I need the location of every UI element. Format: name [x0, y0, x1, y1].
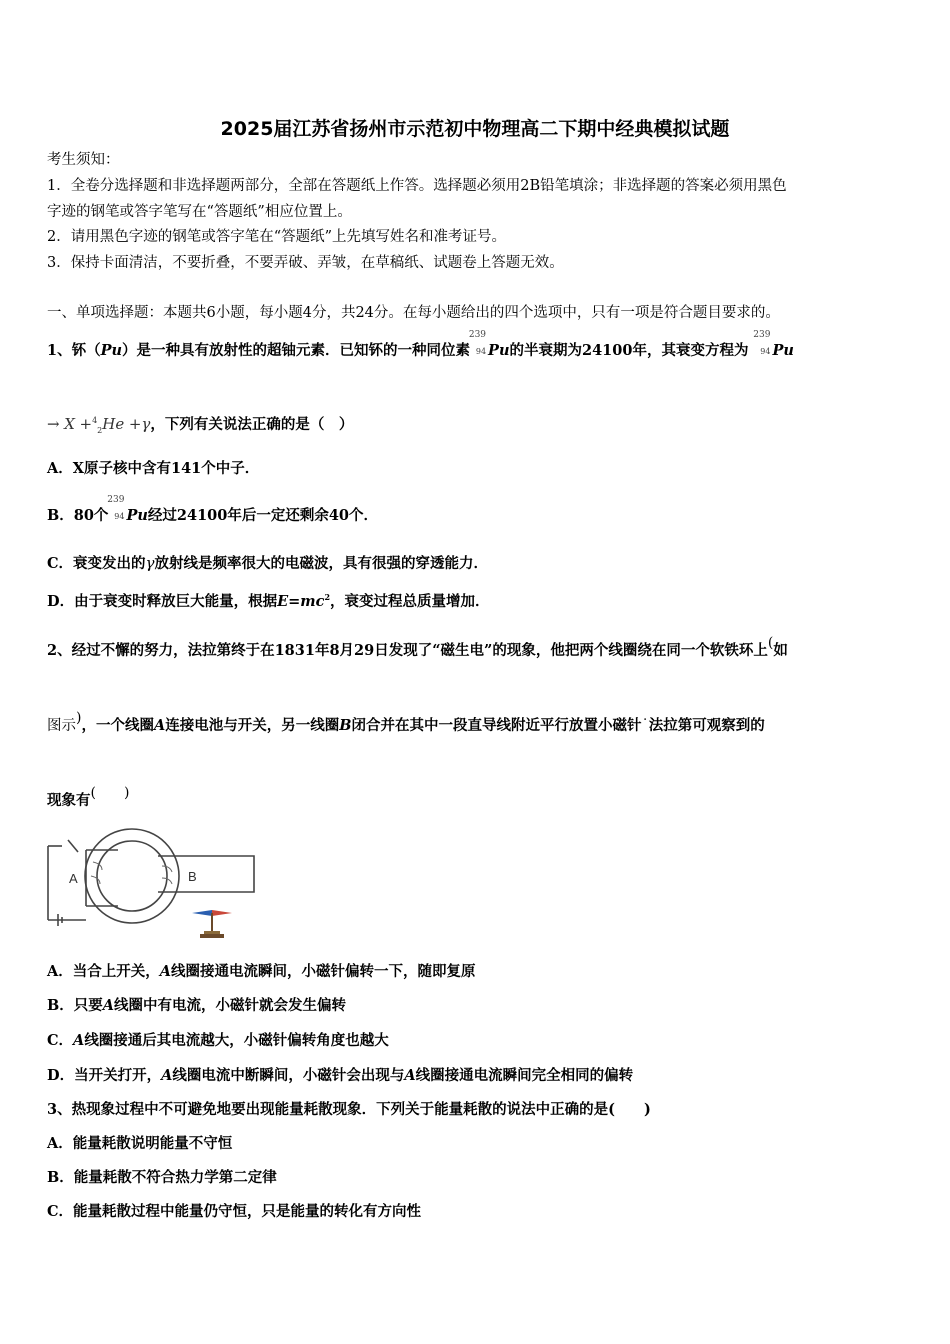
x-nucleus: X — [64, 415, 75, 433]
q1-pu-symbol: Pu — [772, 342, 794, 359]
q1-part: ）是一种具有放射性的超铀元素．已知钚的一种同位素 — [122, 342, 471, 359]
q2-option-text: 线圈接通后其电流越大，小磁针偏转角度也越大 — [84, 1032, 389, 1049]
atomic-number: 94 — [760, 347, 771, 356]
battery-icon — [48, 846, 86, 926]
gamma-symbol: γ — [145, 554, 155, 572]
q2-text: 闭合并在其中一段直导线附近平行放置小磁针 — [351, 717, 642, 734]
q1-part: 的半衰期为24100年，其衰变方程为 — [509, 342, 749, 359]
q1-option-b — [47, 495, 379, 526]
diagram-label-b: B — [188, 869, 197, 884]
q1-option-b-text: B．80个 — [47, 507, 109, 524]
iron-ring-outer — [85, 829, 179, 923]
coil-a-label: A — [73, 1032, 85, 1049]
diagram-label-a: A — [69, 871, 78, 886]
answer-blank: ( ) — [90, 785, 130, 801]
q1-option-a: A．X原子核中含有141个中子． — [47, 460, 260, 477]
q1-pu-symbol: Pu — [488, 342, 510, 359]
notice-heading: 考生须知： — [47, 152, 120, 168]
q2-option-a — [47, 962, 476, 982]
mass-number: 239 — [107, 495, 125, 505]
gamma-symbol: γ — [141, 415, 151, 433]
question-3-stem: 3、热现象过程中不可避免地要出现能量耗散现象．下列关于能量耗散的说法中正确的是( ) — [47, 1101, 651, 1118]
section-heading: 一、单项选择题：本题共6小题，每小题4分，共24分。在每小题给出的四个选项中，只有一项是符合题目要求的。 — [47, 305, 780, 321]
q2-option-text: 线圈接通电流瞬间，小磁针偏转一下，随即复原 — [171, 963, 476, 980]
decay-equation — [47, 411, 353, 441]
q2-option-text: 线圈电流中断瞬间，小磁针会出现与 — [172, 1067, 405, 1084]
q2-text: 法拉第可观察到的 — [648, 717, 765, 734]
q2-text: 如 — [773, 642, 788, 659]
atomic-number: 94 — [475, 347, 487, 356]
coil-a-label: A — [404, 1067, 416, 1084]
q1-option-c-text: 放射线是频率很大的电磁波，具有很强的穿透能力． — [154, 555, 489, 572]
q2-option-text: C． — [47, 1032, 74, 1049]
q2-text: 2、经过不懈的努力，法拉第终于在1831年8月29日发现了“磁生电”的现象，他把两个线圈绕在同一个软铁环上 — [47, 642, 768, 659]
q1-option-c-text: C．衰变发出的 — [47, 555, 146, 572]
coil-a-winding — [91, 876, 100, 884]
notice-item: 2．请用黑色字迹的钢笔或答字笔在“答题纸”上先填写姓名和准考证号。 — [47, 229, 507, 245]
formula-exponent: 2 — [324, 592, 331, 602]
q3-option-b: B．能量耗散不符合热力学第二定律 — [47, 1169, 277, 1186]
q1-part: 1、钚（ — [47, 342, 101, 359]
q1-stem-tail: ，下列有关说法正确的是（ ） — [150, 416, 354, 433]
question-2-stem-line3 — [47, 783, 129, 811]
pu239-isotope — [753, 330, 772, 361]
q1-option-d — [47, 587, 490, 612]
coil-a-label: A — [153, 717, 166, 734]
q2-option-text: 线圈接通电流瞬间完全相同的偏转 — [415, 1067, 634, 1084]
q2-text: ，一个线圈 — [81, 717, 154, 734]
circuit-b-wire — [158, 856, 254, 892]
q2-option-text: A．当合上开关， — [47, 963, 160, 980]
q2-text: 图示 — [47, 718, 76, 734]
notice-item: 3．保持卡面清洁，不要折叠，不要弄破、弄皱，在草稿纸、试题卷上答题无效。 — [47, 255, 564, 271]
close-paren: ) — [76, 710, 82, 726]
question-1-stem — [47, 330, 794, 361]
dot-mark: ˙ — [641, 718, 649, 734]
q1-pu-symbol: Pu — [126, 507, 148, 524]
coil-a-label: A — [159, 963, 172, 980]
q2-text: 现象有 — [47, 792, 91, 809]
q1-option-c — [47, 553, 488, 574]
helium-symbol: He — [102, 415, 125, 433]
exam-title: 2025届江苏省扬州市示范初中物理高二下期中经典模拟试题 — [220, 118, 730, 140]
q2-option-c — [47, 1031, 389, 1051]
q2-option-text: 线圈中有电流，小磁针就会发生偏转 — [114, 997, 347, 1014]
notice-item: 字迹的钢笔或答字笔写在“答题纸”相应位置上。 — [47, 204, 352, 220]
mass-number: 239 — [753, 330, 771, 340]
reaction-arrow: → — [47, 415, 60, 433]
notice-item: 1．全卷分选择题和非选择题两部分，全部在答题纸上作答。选择题必须用2B铅笔填涂；非选择题的答案必须用黑色 — [47, 178, 787, 194]
question-2-stem-line2 — [47, 708, 765, 736]
plus-sign: + — [128, 415, 142, 433]
coil-a-label: A — [161, 1067, 173, 1084]
question-2-stem-line1 — [47, 633, 788, 661]
q2-text: 连接电池与开关，另一线圈 — [165, 717, 340, 734]
coil-b-label: B — [339, 717, 352, 734]
coil-a-label: A — [102, 997, 115, 1014]
plus-sign: + — [79, 415, 93, 433]
q1-option-d-text: ，衰变过程总质量增加． — [330, 592, 490, 610]
q1-pu-symbol: Pu — [100, 342, 123, 359]
pu239-isotope — [107, 495, 126, 526]
q3-option-c: C．能量耗散过程中能量仍守恒，只是能量的转化有方向性 — [47, 1203, 422, 1220]
q2-option-text: B．只要 — [47, 997, 103, 1014]
q3-option-a: A．能量耗散说明能量不守恒 — [47, 1135, 233, 1152]
magnetic-needle-icon — [192, 910, 232, 938]
mass-energy-formula: E=mc — [277, 592, 325, 610]
q2-option-d — [47, 1066, 633, 1086]
pu239-isotope — [468, 330, 488, 361]
q1-option-d-text: D．由于衰变时释放巨大能量，根据 — [47, 592, 278, 610]
iron-ring-inner — [97, 841, 167, 911]
open-paren: ( — [767, 635, 774, 651]
q1-option-b-text: 经过24100年后一定还剩余40个． — [147, 507, 379, 524]
he-mass-number: 4 — [92, 416, 98, 425]
mass-number: 239 — [468, 330, 487, 340]
q2-option-text: D．当开关打开， — [47, 1067, 162, 1084]
he-atomic-number: 2 — [97, 426, 103, 435]
switch-lever — [68, 840, 78, 852]
faraday-ring-diagram — [46, 826, 258, 942]
atomic-number: 94 — [114, 512, 125, 521]
q2-option-b — [47, 996, 346, 1016]
